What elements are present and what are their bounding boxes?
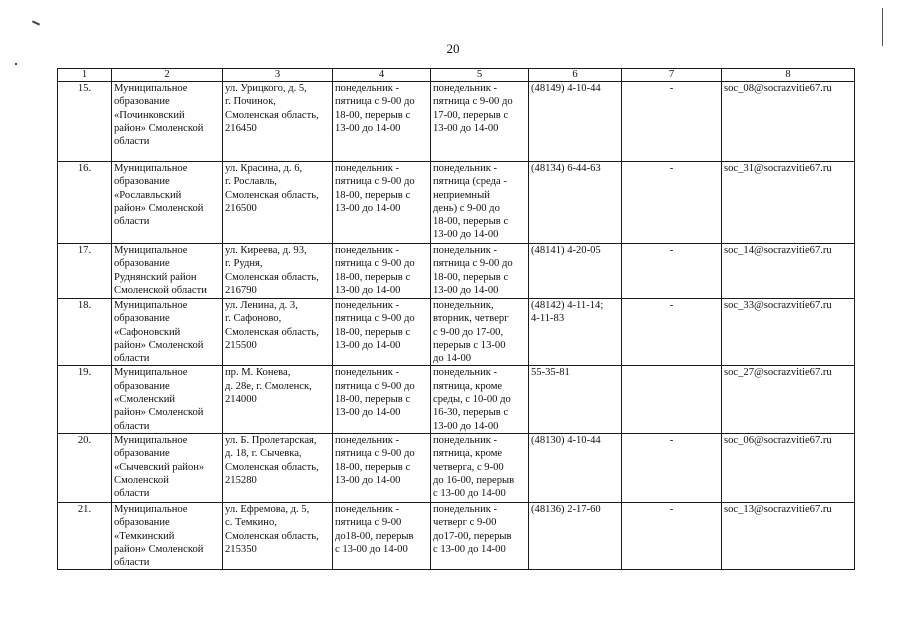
schedule-b-line: среды, с 10-00 до bbox=[433, 394, 511, 406]
column-header-4: 4 bbox=[333, 69, 431, 82]
municipality-name-line: Муниципальное bbox=[114, 503, 188, 515]
municipality-name bbox=[112, 299, 223, 366]
fax: - bbox=[622, 82, 722, 162]
table-body bbox=[58, 82, 855, 570]
column-header-6: 6 bbox=[529, 69, 622, 82]
schedule-b-line: 13-00 до 14-00 bbox=[433, 122, 499, 134]
schedule-a-line: пятница с 9-00 до bbox=[335, 176, 415, 188]
phone-line: 4-11-83 bbox=[531, 313, 565, 325]
schedule-b-line: перерыв с 13-00 bbox=[433, 339, 506, 351]
address-line: г. Рославль, bbox=[225, 176, 277, 188]
municipality-name-line: образование bbox=[114, 258, 170, 270]
schedule-b-line: 18-00, перерыв с bbox=[433, 271, 509, 283]
schedule-a-line: понедельник - bbox=[335, 300, 400, 311]
municipality-name-line: Смоленской области bbox=[114, 284, 207, 296]
phone-line: (48149) 4-10-44 bbox=[531, 83, 601, 94]
address-line: д. 18, г. Сычевка, bbox=[225, 448, 302, 460]
row-number: 15. bbox=[58, 82, 112, 162]
municipality-name-line: «Темкинский bbox=[114, 530, 175, 542]
municipality-name-line: области bbox=[114, 353, 150, 365]
phone-line: 55-35-81 bbox=[531, 367, 570, 379]
table-row bbox=[58, 244, 855, 299]
schedule-a-line: пятница с 9-00 bbox=[335, 517, 402, 529]
address-line: г. Починок, bbox=[225, 96, 276, 108]
schedule-b bbox=[431, 244, 529, 299]
municipality-name-line: «Починковский bbox=[114, 109, 185, 121]
schedule-a-line: понедельник - bbox=[335, 245, 400, 256]
schedule-b-line: 13-00 до 14-00 bbox=[433, 284, 499, 296]
schedule-b bbox=[431, 82, 529, 162]
schedule-a-line: 18-00, перерыв с bbox=[335, 326, 411, 338]
address-line: д. 28е, г. Смоленск, bbox=[225, 380, 312, 392]
address bbox=[223, 244, 333, 299]
schedule-b-line: 17-00, перерыв с bbox=[433, 109, 509, 121]
phone bbox=[529, 82, 622, 162]
schedule-b-line: до 16-00, перерыв bbox=[433, 474, 515, 486]
municipality-name bbox=[112, 366, 223, 433]
schedule-a-line: 13-00 до 14-00 bbox=[335, 407, 401, 419]
schedule-b-line: четверга, с 9-00 bbox=[433, 461, 504, 473]
municipality-name-line: район» Смоленской bbox=[114, 122, 204, 134]
address bbox=[223, 433, 333, 502]
municipality-name-line: район» Смоленской bbox=[114, 407, 204, 419]
phone bbox=[529, 162, 622, 244]
email: soc_06@socrazvitie67.ru bbox=[722, 433, 855, 502]
schedule-a-line: 18-00, перерыв с bbox=[335, 109, 411, 121]
address-line: ул. Ефремова, д. 5, bbox=[225, 503, 310, 515]
row-number: 20. bbox=[58, 433, 112, 502]
address-line: ул. Киреева, д. 93, bbox=[225, 245, 307, 256]
schedule-b-line: пятница с 9-00 до bbox=[433, 258, 513, 270]
address-line: ул. Урицкого, д. 5, bbox=[225, 83, 307, 94]
municipality-name-line: образование bbox=[114, 176, 170, 188]
schedule-a bbox=[333, 244, 431, 299]
address-line: 214000 bbox=[225, 394, 257, 406]
phone bbox=[529, 502, 622, 569]
municipality-name bbox=[112, 502, 223, 569]
address-line: Смоленская область, bbox=[225, 461, 319, 473]
schedule-b bbox=[431, 502, 529, 569]
schedule-a-line: пятница с 9-00 до bbox=[335, 380, 415, 392]
schedule-b-line: с 13-00 до 14-00 bbox=[433, 488, 506, 500]
scan-edge-mark bbox=[882, 8, 883, 46]
municipality-name bbox=[112, 244, 223, 299]
schedule-b-line: пятница с 9-00 до bbox=[433, 96, 513, 108]
municipality-name-line: Муниципальное bbox=[114, 300, 188, 311]
municipality-name-line: области bbox=[114, 488, 150, 500]
schedule-a-line: пятница с 9-00 до bbox=[335, 313, 415, 325]
municipality-name-line: район» Смоленской bbox=[114, 543, 204, 555]
schedule-a bbox=[333, 299, 431, 366]
email: soc_08@socrazvitie67.ru bbox=[722, 82, 855, 162]
address-line: ул. Красина, д. 6, bbox=[225, 163, 303, 174]
municipality-name-line: области bbox=[114, 420, 150, 432]
address-line: 215500 bbox=[225, 339, 257, 351]
phone bbox=[529, 433, 622, 502]
schedule-b-line: пятница (среда - bbox=[433, 176, 507, 188]
scan-speck bbox=[32, 20, 40, 25]
address-line: Смоленская область, bbox=[225, 271, 319, 283]
address-line: пр. М. Конева, bbox=[225, 367, 291, 379]
address bbox=[223, 366, 333, 433]
phone bbox=[529, 366, 622, 433]
schedule-b-line: вторник, четверг bbox=[433, 313, 509, 325]
schedule-b-line: 13-00 до 14-00 bbox=[433, 420, 499, 432]
table-row bbox=[58, 433, 855, 502]
schedule-b-line: до 14-00 bbox=[433, 353, 472, 365]
schedule-b-line: 16-30, перерыв с bbox=[433, 407, 509, 419]
schedule-b-line: до17-00, перерыв bbox=[433, 530, 512, 542]
schedule-b bbox=[431, 433, 529, 502]
row-number: 21. bbox=[58, 502, 112, 569]
email: soc_13@socrazvitie67.ru bbox=[722, 502, 855, 569]
email: soc_14@socrazvitie67.ru bbox=[722, 244, 855, 299]
column-header-1: 1 bbox=[58, 69, 112, 82]
page-number: 20 bbox=[446, 41, 460, 56]
municipality-name-line: области bbox=[114, 216, 150, 228]
schedule-a-line: 13-00 до 14-00 bbox=[335, 474, 401, 486]
municipality-name-line: Муниципальное bbox=[114, 367, 188, 379]
municipality-name-line: район» Смоленской bbox=[114, 339, 204, 351]
fax bbox=[622, 366, 722, 433]
schedule-b-line: понедельник - bbox=[433, 163, 498, 174]
schedule-a-line: понедельник - bbox=[335, 83, 400, 94]
schedule-a bbox=[333, 162, 431, 244]
row-number: 18. bbox=[58, 299, 112, 366]
address-line: Смоленская область, bbox=[225, 530, 319, 542]
table-row bbox=[58, 366, 855, 433]
schedule-a-line: 13-00 до 14-00 bbox=[335, 339, 401, 351]
institutions-table bbox=[57, 68, 855, 570]
schedule-a-line: понедельник - bbox=[335, 367, 400, 379]
email: soc_33@socrazvitie67.ru bbox=[722, 299, 855, 366]
municipality-name bbox=[112, 162, 223, 244]
municipality-name-line: «Сычевский район» bbox=[114, 461, 205, 473]
municipality-name-line: Руднянский район bbox=[114, 271, 197, 283]
municipality-name-line: образование bbox=[114, 448, 170, 460]
phone-line: (48136) 2-17-60 bbox=[531, 503, 601, 515]
schedule-a-line: до18-00, перерыв bbox=[335, 530, 414, 542]
municipality-name-line: образование bbox=[114, 313, 170, 325]
schedule-a-line: 18-00, перерыв с bbox=[335, 271, 411, 283]
email: soc_27@socrazvitie67.ru bbox=[722, 366, 855, 433]
phone-line: (48130) 4-10-44 bbox=[531, 434, 601, 446]
municipality-name-line: образование bbox=[114, 517, 170, 529]
address-line: Смоленская область, bbox=[225, 189, 319, 201]
schedule-a-line: 13-00 до 14-00 bbox=[335, 284, 401, 296]
phone-line: (48141) 4-20-05 bbox=[531, 245, 601, 256]
municipality-name-line: «Рославльский bbox=[114, 189, 182, 201]
address-line: ул. Ленина, д. 3, bbox=[225, 300, 298, 311]
schedule-b-line: с 13-00 до 14-00 bbox=[433, 543, 506, 555]
municipality-name-line: Муниципальное bbox=[114, 83, 188, 94]
schedule-a-line: 13-00 до 14-00 bbox=[335, 202, 401, 214]
schedule-b-line: понедельник, bbox=[433, 300, 494, 311]
municipality-name-line: район» Смоленской bbox=[114, 202, 204, 214]
schedule-b-line: понедельник - bbox=[433, 245, 498, 256]
schedule-a-line: пятница с 9-00 до bbox=[335, 448, 415, 460]
address-line: 216500 bbox=[225, 202, 257, 214]
municipality-name-line: образование bbox=[114, 380, 170, 392]
address bbox=[223, 299, 333, 366]
column-header-3: 3 bbox=[223, 69, 333, 82]
address-line: г. Рудня, bbox=[225, 258, 263, 270]
schedule-a-line: 13-00 до 14-00 bbox=[335, 122, 401, 134]
address-line: 216790 bbox=[225, 284, 257, 296]
column-header-8: 8 bbox=[722, 69, 855, 82]
schedule-b-line: пятница, кроме bbox=[433, 448, 503, 460]
municipality-name-line: Муниципальное bbox=[114, 245, 188, 256]
address-line: с. Темкино, bbox=[225, 517, 277, 529]
schedule-b-line: понедельник - bbox=[433, 83, 498, 94]
schedule-a-line: понедельник - bbox=[335, 163, 400, 174]
column-header-7: 7 bbox=[622, 69, 722, 82]
schedule-b bbox=[431, 162, 529, 244]
address-line: Смоленская область, bbox=[225, 109, 319, 121]
municipality-name-line: Муниципальное bbox=[114, 163, 188, 174]
fax: - bbox=[622, 299, 722, 366]
schedule-a-line: понедельник - bbox=[335, 434, 400, 446]
schedule-a-line: пятница с 9-00 до bbox=[335, 96, 415, 108]
municipality-name-line: Смоленской bbox=[114, 474, 169, 486]
schedule-b-line: неприемный bbox=[433, 189, 490, 201]
municipality-name-line: области bbox=[114, 136, 150, 148]
address bbox=[223, 502, 333, 569]
row-number: 19. bbox=[58, 366, 112, 433]
address-line: г. Сафоново, bbox=[225, 313, 282, 325]
schedule-b bbox=[431, 366, 529, 433]
phone-line: (48142) 4-11-14; bbox=[531, 300, 604, 311]
header-row bbox=[58, 69, 855, 82]
email: soc_31@socrazvitie67.ru bbox=[722, 162, 855, 244]
schedule-a-line: 18-00, перерыв с bbox=[335, 189, 411, 201]
table-row bbox=[58, 82, 855, 162]
schedule-b-line: 13-00 до 14-00 bbox=[433, 229, 499, 241]
phone bbox=[529, 244, 622, 299]
municipality-name-line: области bbox=[114, 557, 150, 569]
schedule-b-line: понедельник - bbox=[433, 503, 498, 515]
address bbox=[223, 162, 333, 244]
row-number: 17. bbox=[58, 244, 112, 299]
schedule-a-line: пятница с 9-00 до bbox=[335, 258, 415, 270]
schedule-a bbox=[333, 366, 431, 433]
schedule-b-line: понедельник - bbox=[433, 434, 498, 446]
schedule-b-line: понедельник - bbox=[433, 367, 498, 379]
schedule-b bbox=[431, 299, 529, 366]
phone-line: (48134) 6-44-63 bbox=[531, 163, 601, 174]
fax: - bbox=[622, 162, 722, 244]
address bbox=[223, 82, 333, 162]
column-header-5: 5 bbox=[431, 69, 529, 82]
municipality-name bbox=[112, 82, 223, 162]
fax: - bbox=[622, 502, 722, 569]
address-line: 215280 bbox=[225, 474, 257, 486]
fax: - bbox=[622, 433, 722, 502]
schedule-b-line: с 9-00 до 17-00, bbox=[433, 326, 504, 338]
municipality-name-line: «Сафоновский bbox=[114, 326, 181, 338]
table-row bbox=[58, 162, 855, 244]
schedule-a-line: с 13-00 до 14-00 bbox=[335, 543, 408, 555]
address-line: ул. Б. Пролетарская, bbox=[225, 434, 317, 446]
scan-speck bbox=[15, 63, 17, 65]
schedule-a bbox=[333, 82, 431, 162]
municipality-name-line: Муниципальное bbox=[114, 434, 188, 446]
table-row bbox=[58, 502, 855, 569]
schedule-b-line: четверг с 9-00 bbox=[433, 517, 497, 529]
phone bbox=[529, 299, 622, 366]
schedule-a bbox=[333, 433, 431, 502]
address-line: 215350 bbox=[225, 543, 257, 555]
schedule-b-line: 18-00, перерыв с bbox=[433, 216, 509, 228]
schedule-b-line: день) с 9-00 до bbox=[433, 202, 500, 214]
schedule-a-line: 18-00, перерыв с bbox=[335, 461, 411, 473]
schedule-a-line: 18-00, перерыв с bbox=[335, 394, 411, 406]
municipality-name-line: «Смоленский bbox=[114, 394, 176, 406]
fax: - bbox=[622, 244, 722, 299]
municipality-name bbox=[112, 433, 223, 502]
table-row bbox=[58, 299, 855, 366]
column-header-2: 2 bbox=[112, 69, 223, 82]
address-line: 216450 bbox=[225, 122, 257, 134]
address-line: Смоленская область, bbox=[225, 326, 319, 338]
municipality-name-line: образование bbox=[114, 96, 170, 108]
schedule-b-line: пятница, кроме bbox=[433, 380, 503, 392]
schedule-a-line: понедельник - bbox=[335, 503, 400, 515]
row-number: 16. bbox=[58, 162, 112, 244]
schedule-a bbox=[333, 502, 431, 569]
